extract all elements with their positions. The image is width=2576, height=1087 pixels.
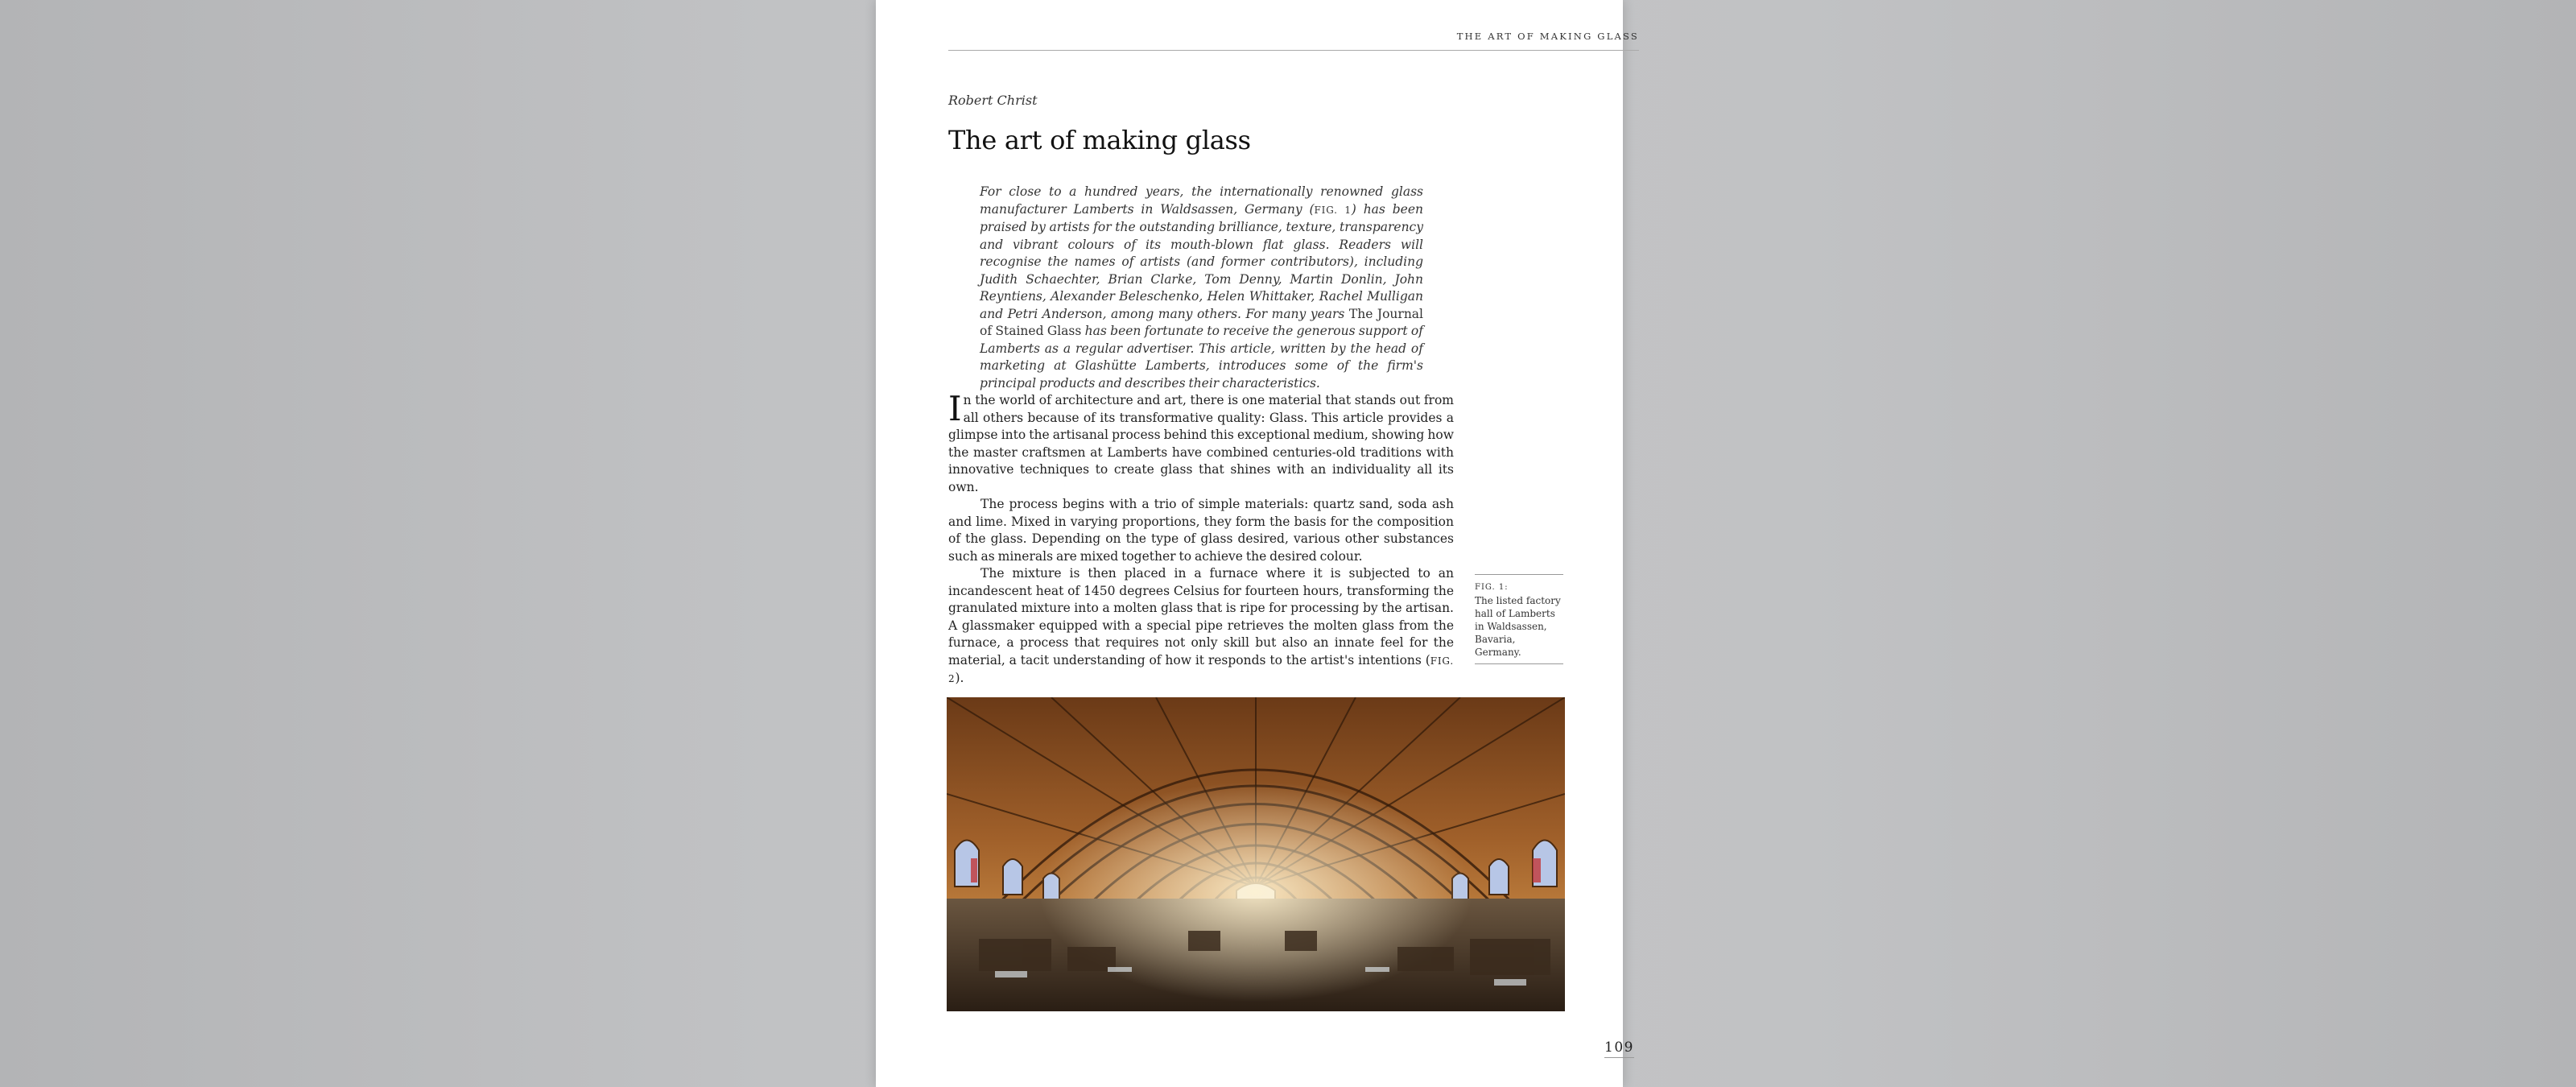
article-body <box>948 389 1454 688</box>
abstract-text-2: ) has been praised by artists for the outstanding brilliance, texture, transparency and vibrant colours of its mouth-blown flat glass. Readers will recognise the names of artists (and former contributors), including Judith Schaechter, Brian Clarke, Tom Denny, Martin Donlin, John Reyntiens, Alexander Beleschenko, Helen Whittaker, Rachel Mulligan and Petri Anderson, among many others. For many years <box>980 201 1423 321</box>
running-head: THE ART OF MAKING GLASS <box>1456 31 1639 42</box>
figure-caption <box>1475 574 1563 664</box>
body-fig-ref: FIG. 2 <box>948 655 1454 684</box>
factory-hall-photo <box>947 697 1565 1011</box>
body-paragraph-1-text: n the world of architecture and art, there is one material that stands out from all others because of its transformative quality: Glass. This article provides a glimpse into the artisanal process behind this exceptional medium, showing how the master craftsmen at Lamberts have combined centuries-old traditions with innovative techniques to create glass that shines with an individuality all its own. <box>948 393 1454 494</box>
article-abstract <box>980 184 1423 392</box>
header-rule <box>948 50 1639 51</box>
abstract-fig-ref: FIG. 1 <box>1314 204 1352 216</box>
page-number: 109 <box>1536 1039 1634 1056</box>
document-page <box>876 0 1639 1087</box>
abstract-text-3: has been fortunate to receive the generous support of Lamberts as a regular advertiser. This article, written by the head of marketing at Glashütte Lamberts, introduces some of the firm's principal products and describes their characteristics. <box>980 324 1423 391</box>
body-paragraph-2: The process begins with a trio of simple materials: quartz sand, soda ash and lime. Mixed in varying proportions, they form the basis for the composition of the glass. Depending on the type of glass desired, various other substances such as minerals are mixed together to achieve the desired colour. <box>948 497 1454 564</box>
author-name: Robert Christ <box>948 93 1038 108</box>
drop-cap: I <box>948 389 962 428</box>
body-paragraph-1 <box>948 389 1454 496</box>
caption-label: FIG. 1: <box>1475 583 1509 592</box>
article-title: The art of making glass <box>948 125 1251 155</box>
body-paragraph-3 <box>948 565 1454 688</box>
body-paragraph-3-text-b: ). <box>955 671 964 685</box>
factory-hall-illustration <box>947 697 1565 1011</box>
abstract-journal-name: The Journal of Stained Glass <box>980 306 1424 338</box>
body-paragraph-3-text-a: The mixture is then placed in a furnace where it is subjected to an incandescent heat of 1450 degrees Celsius for fourteen hours, transforming the granulated mixture into a molten glass that is ripe for processing by the artisan. A glassmaker equipped with a special pipe retrieves the molten glass from the furnace, a process that requires not only skill but also an innate feel for the material, a tacit understanding of how it responds to the artist's intentions ( <box>948 566 1454 667</box>
abstract-text-1: For close to a hundred years, the internationally renowned glass manufacturer Lamberts in Waldsassen, Germany ( <box>980 184 1423 217</box>
caption-text: The listed factory hall of Lamberts in Waldsassen, Bavaria, Germany. <box>1475 595 1561 658</box>
